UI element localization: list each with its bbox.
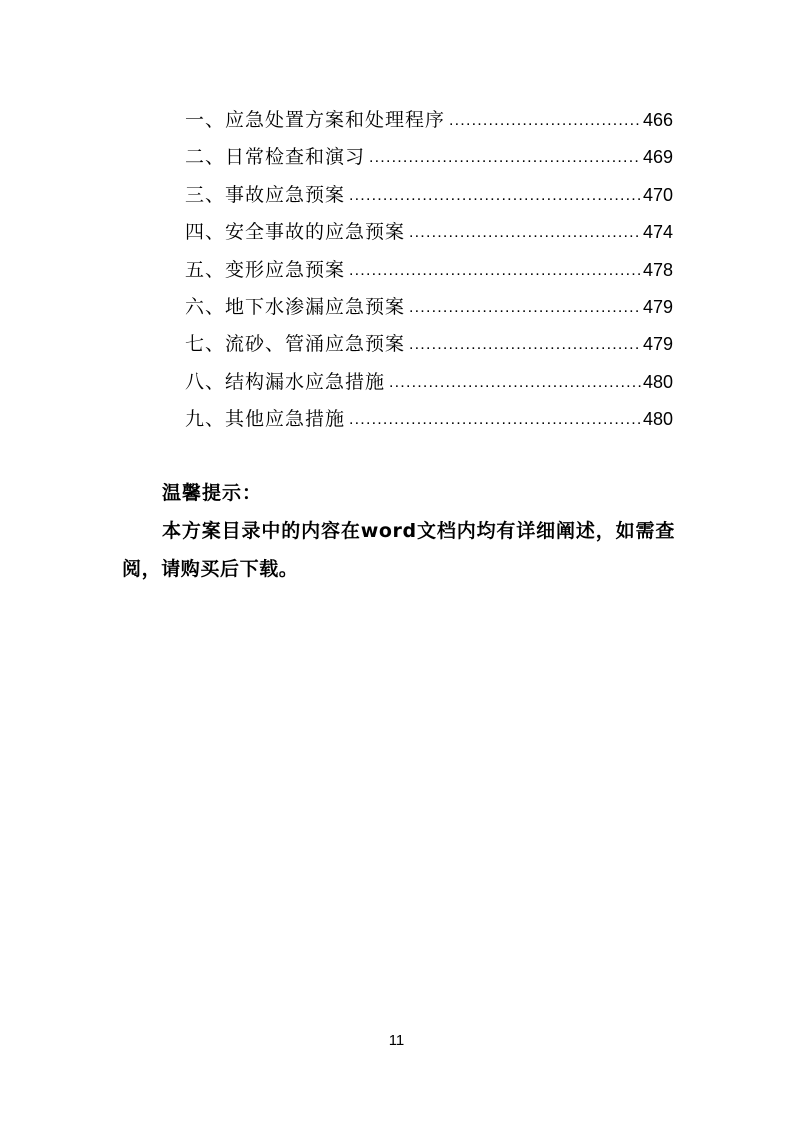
toc-entry[interactable] [185,252,673,289]
notice-heading: 温馨提示： [162,482,263,504]
toc-entry-title: 二、日常检查和演习 [185,146,366,169]
notice-body: 本方案目录中的内容在word文档内均有详细阐述，如需查阅，请购买后下载。 [122,520,675,580]
toc-entry[interactable] [185,177,673,214]
toc-entry-title: 五、变形应急预案 [185,258,346,281]
toc-dot-leader [369,139,641,176]
toc-entry-page: 469 [642,147,673,168]
toc-entry-title: 一、应急处置方案和处理程序 [185,108,446,131]
toc-entry-page: 466 [642,109,673,130]
page-number: 11 [388,1032,405,1049]
toc-dot-leader [349,177,641,214]
toc-entry[interactable] [185,289,673,326]
toc-entry[interactable] [185,326,673,363]
toc-entry-page: 479 [642,334,673,355]
toc-entry-title: 四、安全事故的应急预案 [185,221,406,244]
toc-dot-leader [349,252,641,289]
toc-entry-page: 480 [642,371,673,392]
toc-entry[interactable] [185,139,673,176]
toc-entry[interactable] [185,102,673,139]
toc-entry-page: 478 [642,259,673,280]
toc-entry[interactable] [185,214,673,251]
toc-dot-leader [409,289,641,326]
toc-entry-page: 474 [642,222,673,243]
toc-entry-title: 八、结构漏水应急措施 [185,370,386,393]
toc-dot-leader [449,102,641,139]
toc-entry-title: 三、事故应急预案 [185,183,346,206]
toc-entry-title: 九、其他应急措施 [185,408,346,431]
toc-entry-page: 479 [642,296,673,317]
table-of-contents [185,102,673,439]
toc-dot-leader [409,214,641,251]
toc-dot-leader [409,326,641,363]
toc-dot-leader [389,364,641,401]
toc-entry[interactable] [185,401,673,438]
toc-entry-title: 六、地下水渗漏应急预案 [185,295,406,318]
toc-entry-page: 470 [642,184,673,205]
toc-entry[interactable] [185,364,673,401]
toc-dot-leader [349,401,641,438]
toc-entry-page: 480 [642,409,673,430]
toc-entry-title: 七、流砂、管涌应急预案 [185,333,406,356]
